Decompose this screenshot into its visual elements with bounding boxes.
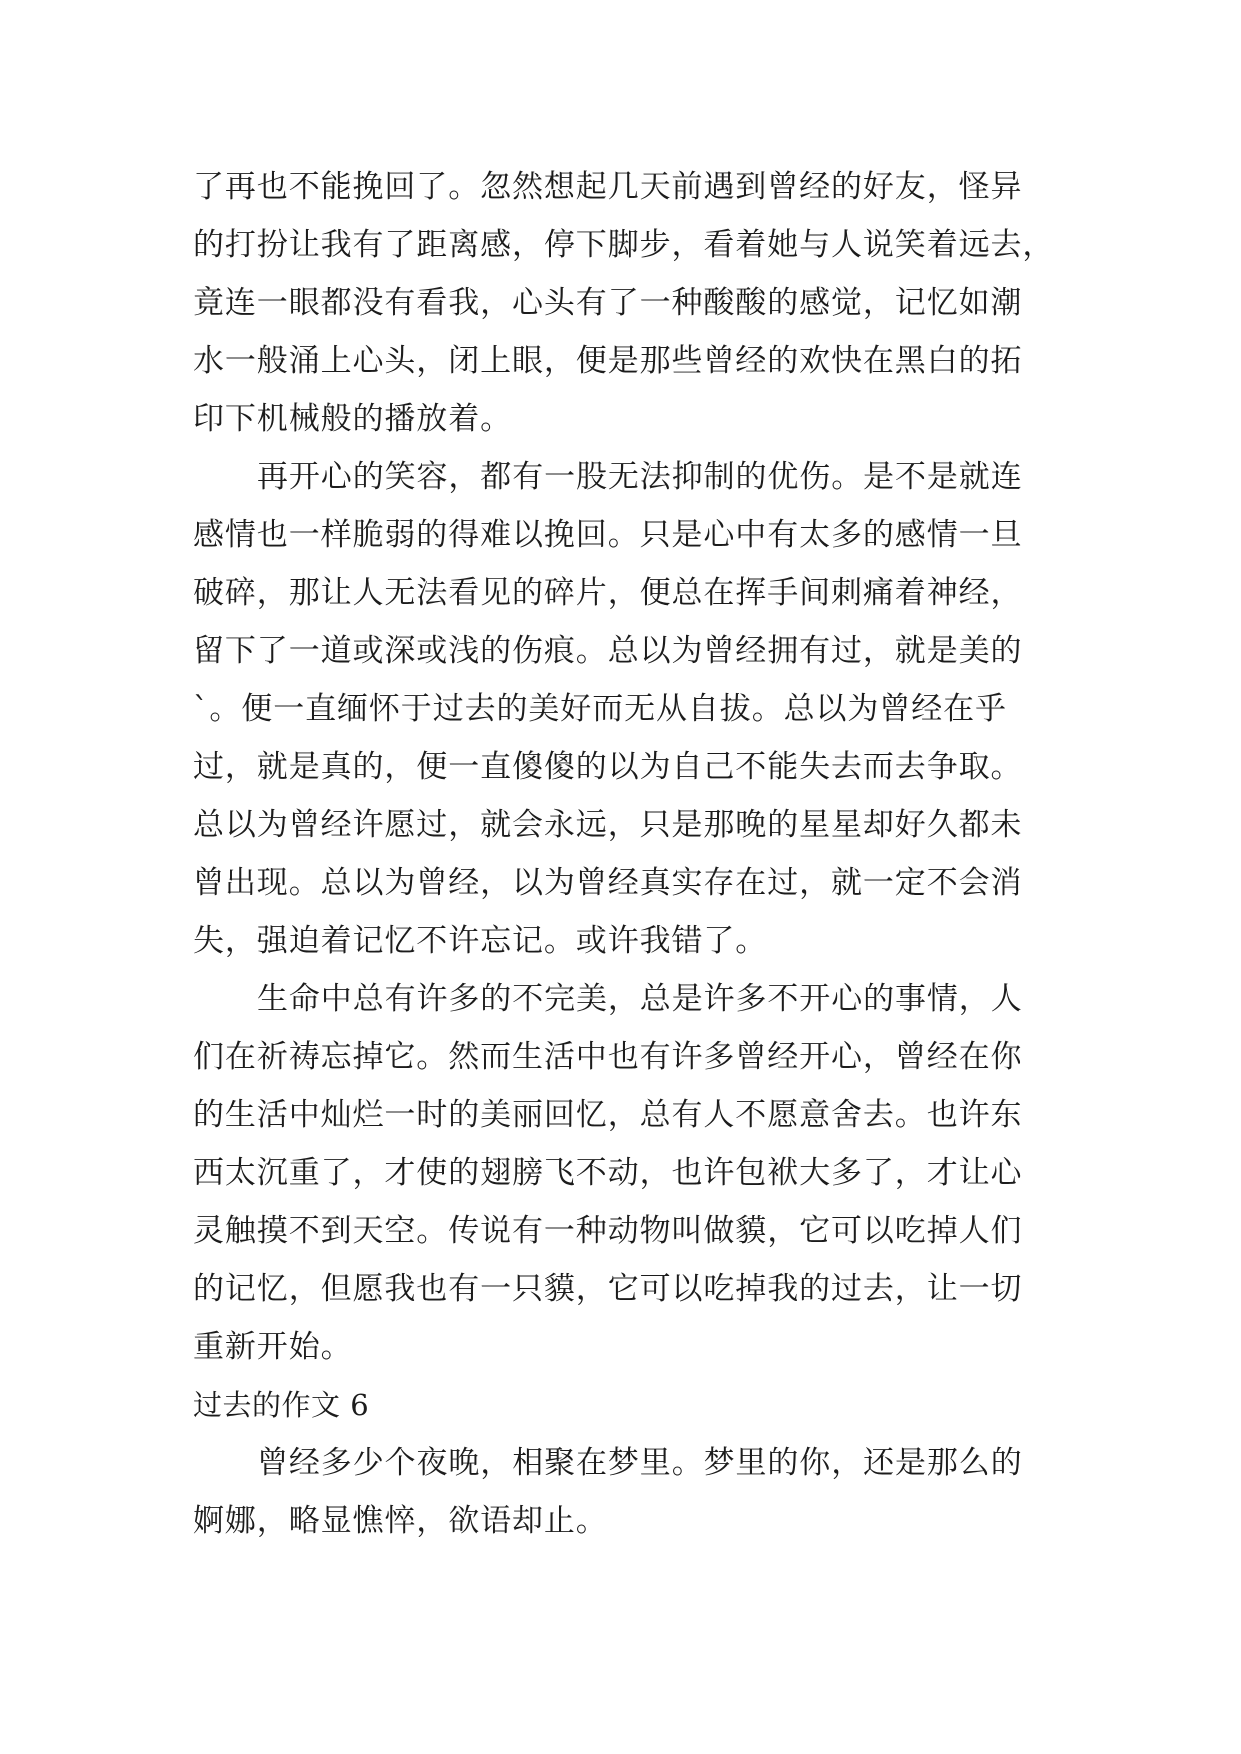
text-line: 西太沉重了，才使的翅膀飞不动，也许包袱大多了，才让心 — [193, 1155, 1023, 1191]
text-line: 曾经多少个夜晚，相聚在梦里。梦里的你，还是那么的 — [257, 1445, 1023, 1481]
text-line: 失，强迫着记忆不许忘记。或许我错了。 — [193, 923, 768, 959]
document-body — [193, 158, 1063, 1550]
section-heading: 过去的作文 6 — [193, 1388, 370, 1422]
text-line: 竟连一眼都没有看我，心头有了一种酸酸的感觉，记忆如潮 — [193, 285, 1023, 321]
text-line: `。便一直缅怀于过去的美好而无从自拔。总以为曾经在乎 — [193, 691, 1007, 727]
text-line: 过，就是真的，便一直傻傻的以为自己不能失去而去争取。 — [193, 749, 1023, 785]
paragraph-4 — [193, 1434, 1063, 1550]
text-line: 曾出现。总以为曾经，以为曾经真实存在过，就一定不会消 — [193, 865, 1023, 901]
text-line: 的打扮让我有了距离感，停下脚步，看着她与人说笑着远去， — [193, 227, 1055, 263]
text-line: 印下机械般的播放着。 — [193, 401, 512, 437]
text-line: 了再也不能挽回了。忽然想起几天前遇到曾经的好友，怪异 — [193, 169, 1023, 205]
text-line: 们在祈祷忘掉它。然而生活中也有许多曾经开心，曾经在你 — [193, 1039, 1023, 1075]
text-line: 的生活中灿烂一时的美丽回忆，总有人不愿意舍去。也许东 — [193, 1097, 1023, 1133]
paragraph-3 — [193, 970, 1063, 1376]
text-line: 再开心的笑容，都有一股无法抑制的优伤。是不是就连 — [257, 459, 1023, 495]
text-line: 感情也一样脆弱的得难以挽回。只是心中有太多的感情一旦 — [193, 517, 1023, 553]
text-line: 婀娜，略显憔悴，欲语却止。 — [193, 1503, 608, 1539]
paragraph-1 — [193, 158, 1063, 448]
text-line: 灵触摸不到天空。传说有一种动物叫做貘，它可以吃掉人们 — [193, 1213, 1023, 1249]
paragraph-2 — [193, 448, 1063, 970]
text-line: 总以为曾经许愿过，就会永远，只是那晚的星星却好久都未 — [193, 807, 1023, 843]
text-line: 重新开始。 — [193, 1329, 353, 1365]
text-line: 留下了一道或深或浅的伤痕。总以为曾经拥有过，就是美的 — [193, 633, 1023, 669]
text-line: 的记忆，但愿我也有一只貘，它可以吃掉我的过去，让一切 — [193, 1271, 1023, 1307]
text-line: 水一般涌上心头，闭上眼，便是那些曾经的欢快在黑白的拓 — [193, 343, 1023, 379]
text-line: 破碎，那让人无法看见的碎片，便总在挥手间刺痛着神经， — [193, 575, 1023, 611]
text-line: 生命中总有许多的不完美，总是许多不开心的事情，人 — [257, 981, 1023, 1017]
